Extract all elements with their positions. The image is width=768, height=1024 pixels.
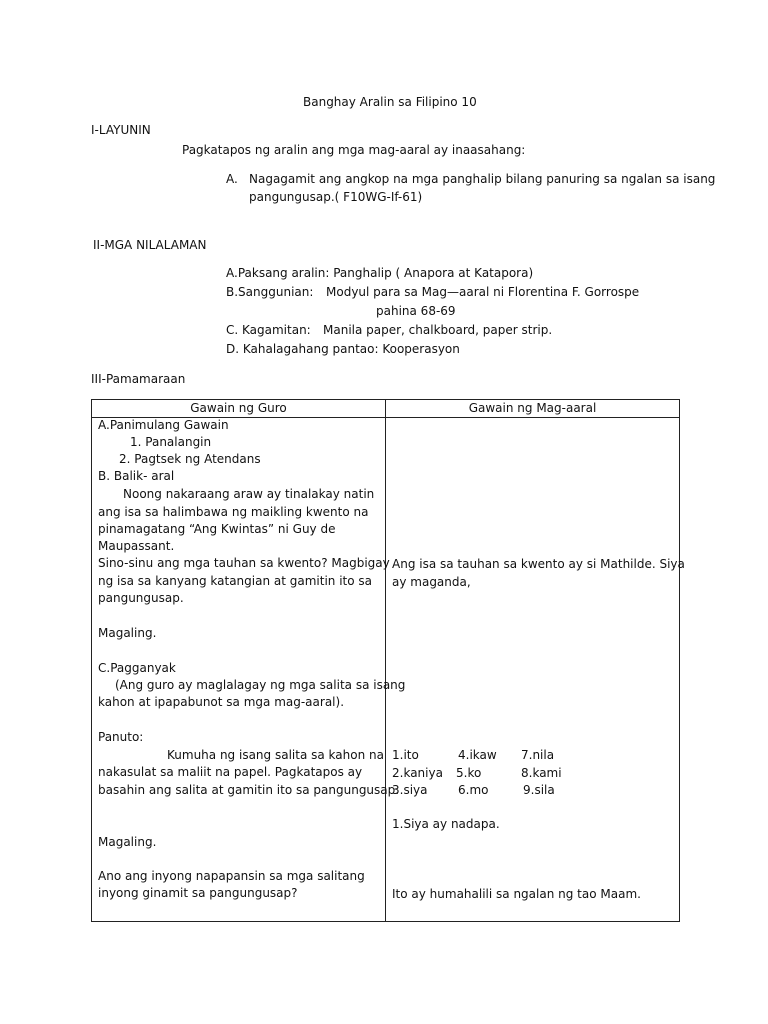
tanong-line-1: Sino-sinu ang mga tauhan sa kwento? Magbigay	[98, 556, 390, 570]
balik-aral-heading: B. Balik- aral	[98, 469, 175, 483]
pagganyak-line-1: (Ang guro ay maglalagay ng mga salita sa isang	[115, 678, 406, 692]
panalangin-item: 1. Panalangin	[130, 435, 212, 449]
balik-aral-line-1: Noong nakaraang araw ay tinalakay natin	[123, 487, 375, 501]
panuto-heading: Panuto:	[98, 730, 144, 744]
section-heading-layunin: I-LAYUNIN	[91, 123, 151, 137]
column-header-magaaral: Gawain ng Mag-aaral	[386, 400, 680, 418]
word-list-item: 6.mo	[458, 783, 489, 797]
procedure-table	[91, 399, 685, 922]
word-list-item: 8.kami	[521, 766, 562, 780]
balik-aral-line-4: Maupassant.	[98, 539, 175, 553]
halimbawa-sentence: 1.Siya ay nadapa.	[392, 817, 500, 831]
sanggunian-page: pahina 68-69	[376, 304, 456, 318]
tanong-line-3: pangungusap.	[98, 591, 184, 605]
sanggunian-value: Modyul para sa Mag—aaral ni Florentina F. Gorrospe	[326, 285, 640, 299]
pagganyak-heading: C.Pagganyak	[98, 661, 176, 675]
objective-line-1: Nagagamit ang angkop na mga panghalip bilang panuring sa ngalan sa isang	[249, 172, 716, 186]
layunin-intro: Pagkatapos ng aralin ang mga mag-aaral ay inaasahang:	[182, 143, 526, 157]
balik-aral-line-2: ang isa sa halimbawa ng maikling kwento na	[98, 505, 369, 519]
column-header-guro: Gawain ng Guro	[92, 400, 386, 418]
sagot-1-line-2: ay maganda,	[392, 575, 471, 589]
pagganyak-line-2: kahon at ipapabunot sa mga mag-aaral).	[98, 695, 345, 709]
panuto-line-2: nakasulat sa maliit na papel. Pagkatapos ay	[98, 765, 363, 779]
balik-aral-line-3: pinamagatang “Ang Kwintas” ni Guy de	[98, 522, 336, 536]
section-heading-nilalaman: II-MGA NILALAMAN	[93, 238, 207, 252]
word-list-item: 3.siya	[392, 783, 428, 797]
magaling-1: Magaling.	[98, 626, 157, 640]
paksang-aralin: A.Paksang aralin: Panghalip ( Anapora at Katapora)	[226, 266, 534, 280]
panuto-line-1: Kumuha ng isang salita sa kahon na	[167, 748, 384, 762]
magaling-2: Magaling.	[98, 835, 157, 849]
word-list-item: 2.kaniya	[392, 766, 443, 780]
tanong-line-2: ng isa sa kanyang katangian at gamitin ito sa	[98, 574, 373, 588]
panimulang-gawain: A.Panimulang Gawain	[98, 418, 229, 432]
panuto-line-3: basahin ang salita at gamitin ito sa pangungusap.	[98, 783, 400, 797]
word-list-item: 7.nila	[521, 748, 555, 762]
word-list-item: 1.ito	[392, 748, 419, 762]
ano-line-2: inyong ginamit sa pangungusap?	[98, 886, 298, 900]
magaaral-cell	[386, 418, 685, 922]
word-list-item: 4.ikaw	[458, 748, 497, 762]
word-list-item: 9.sila	[523, 783, 555, 797]
kahalagahang-pantao: D. Kahalagahang pantao: Kooperasyon	[226, 342, 460, 356]
objective-marker: A.	[226, 172, 238, 186]
document-title: Banghay Aralin sa Filipino 10	[303, 95, 477, 109]
sagot-1-line-1: Ang isa sa tauhan sa kwento ay si Mathilde. Siya	[392, 557, 685, 571]
objective-line-2: pangungusap.( F10WG-If-61)	[249, 190, 423, 204]
kagamitan-value: Manila paper, chalkboard, paper strip.	[323, 323, 553, 337]
sanggunian-label: B.Sanggunian:	[226, 285, 314, 299]
kagamitan-label: C. Kagamitan:	[226, 323, 311, 337]
ano-line-1: Ano ang inyong napapansin sa mga salitang	[98, 869, 365, 883]
sagot-2: Ito ay humahalili sa ngalan ng tao Maam.	[392, 887, 641, 901]
word-list-item: 5.ko	[456, 766, 482, 780]
pagtsek-item: 2. Pagtsek ng Atendans	[119, 452, 261, 466]
section-heading-pamamaraan: III-Pamamaraan	[91, 372, 186, 386]
